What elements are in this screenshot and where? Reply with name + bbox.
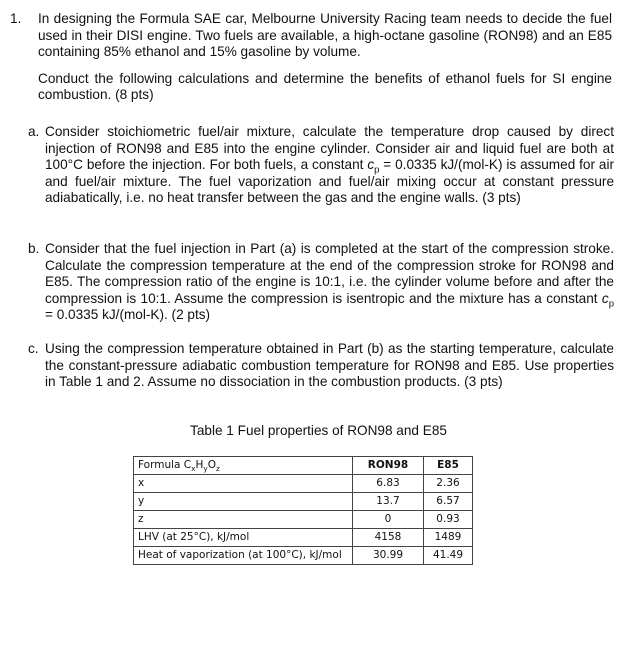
property-cell: LHV (at 25°C), kJ/mol xyxy=(134,529,353,547)
part-a-text xyxy=(45,124,614,207)
part-b-label: b. xyxy=(28,241,40,256)
cp-subscript: p xyxy=(608,298,614,310)
e85-cell: 1489 xyxy=(424,529,473,547)
part-a-text-before: Consider stoichiometric fuel/air mixture, calculate the temperature drop caused by direct injection of RON98 and E85 into the engine cylinder. Consider air and liquid fuel are both at 100°C before the injection. For both fuels, a constant xyxy=(45,124,614,173)
e85-header: E85 xyxy=(424,457,473,475)
table-header-row xyxy=(134,457,473,475)
table-caption: Table 1 Fuel properties of RON98 and E85 xyxy=(190,423,447,438)
question-number: 1. xyxy=(10,11,22,26)
formula-header: Formula $C_xH_yO_z$ xyxy=(134,457,353,475)
property-cell: Heat of vaporization (at 100°C), kJ/mol xyxy=(134,547,353,565)
table-row xyxy=(134,475,473,493)
property-cell: y xyxy=(134,493,353,511)
ron98-cell: 4158 xyxy=(353,529,424,547)
cp-symbol: c xyxy=(367,157,375,173)
fuel-properties-table xyxy=(133,456,473,565)
part-c-label: c. xyxy=(28,341,39,356)
e85-cell: 41.49 xyxy=(424,547,473,565)
part-b-text-before: Consider that the fuel injection in Part (a) is completed at the start of the compression stroke. Calculate the compression temperature at the end of the compression stroke for RON98 and E85. The compression ratio of the engine is 10:1, i.e. the cylinder volume before and after the compression is 10:1. Assume the compression is isentropic and the mixture has a constant xyxy=(45,241,614,306)
table-row xyxy=(134,511,473,529)
part-c xyxy=(28,341,614,391)
ron98-cell: 0 xyxy=(353,511,424,529)
part-a xyxy=(28,124,614,207)
ron98-header: RON98 xyxy=(353,457,424,475)
table-row xyxy=(134,493,473,511)
property-cell: x xyxy=(134,475,353,493)
table-row xyxy=(134,547,473,565)
e85-cell: 2.36 xyxy=(424,475,473,493)
part-a-text-after: = 0.0335 kJ/(mol-K) is assumed for air and fuel/air mixture. The fuel vaporization and fuel/air mixing occur at constant pressure adiabatically, i.e. no heat transfer between the gas and the engine walls. (3 pts) xyxy=(45,157,615,206)
ron98-cell: 6.83 xyxy=(353,475,424,493)
property-cell: z xyxy=(134,511,353,529)
part-b xyxy=(28,241,614,324)
part-a-label: a. xyxy=(28,124,40,139)
table-row xyxy=(134,529,473,547)
e85-cell: 0.93 xyxy=(424,511,473,529)
cp-subscript: p xyxy=(374,164,380,176)
question-intro: In designing the Formula SAE car, Melbourne University Racing team needs to decide the fuel used in their DISI engine. Two fuels are available, a high-octane gasoline (RON98) and an E85 containing 85% ethanol and 15% gasoline by volume. xyxy=(38,11,612,60)
e85-cell: 6.57 xyxy=(424,493,473,511)
ron98-cell: 30.99 xyxy=(353,547,424,565)
part-b-text-after: = 0.0335 kJ/(mol-K). (2 pts) xyxy=(45,307,211,323)
part-c-text: Using the compression temperature obtained in Part (b) as the starting temperature, calculate the constant-pressure adiabatic combustion temperature for RON98 and E85. Use properties in Table 1 and 2. Assume no dissociation in the combustion products. (3 pts) xyxy=(45,341,614,390)
ron98-cell: 13.7 xyxy=(353,493,424,511)
question-1 xyxy=(10,11,612,104)
question-task: Conduct the following calculations and determine the benefits of ethanol fuels for SI engine combustion. (8 pts) xyxy=(38,70,612,103)
part-b-text xyxy=(45,241,614,324)
cp-symbol: c xyxy=(601,290,609,306)
